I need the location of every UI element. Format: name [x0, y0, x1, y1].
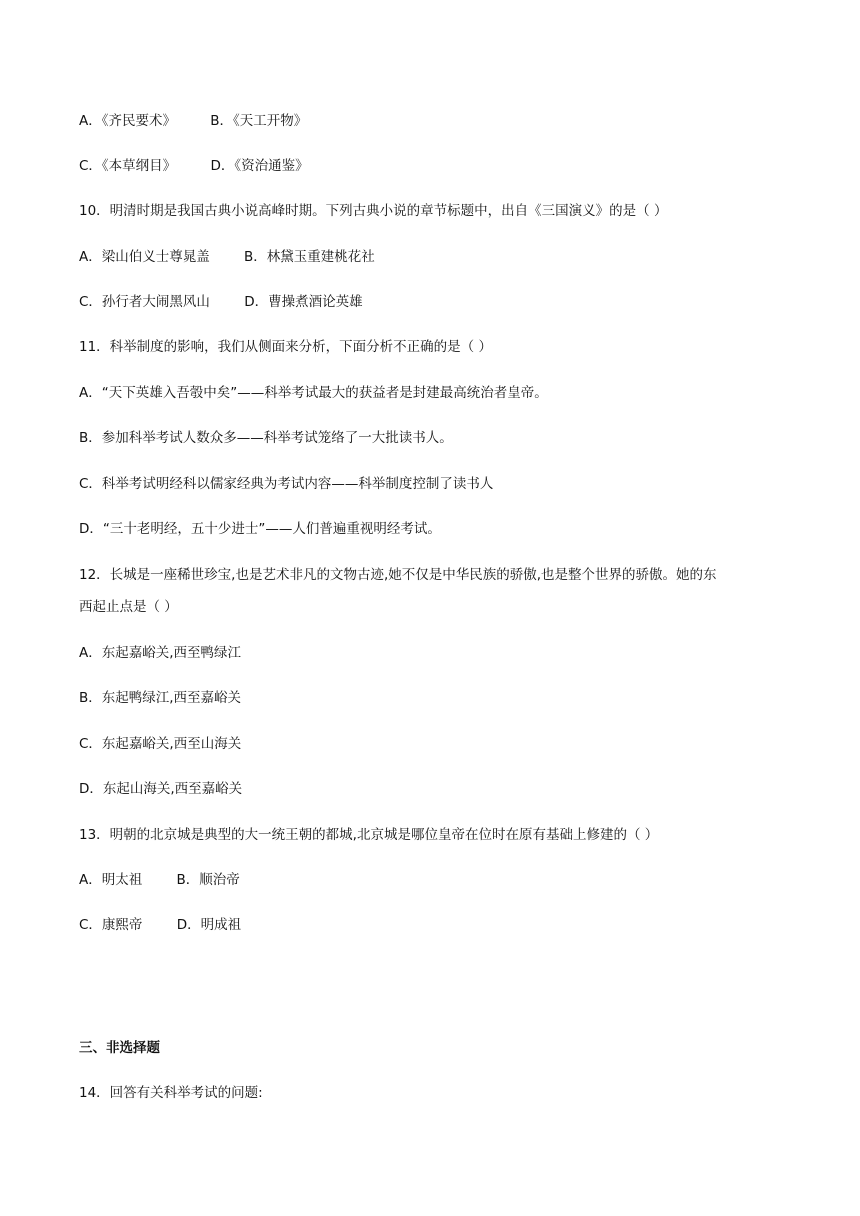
q10-option-c: C．孙行者大闹黑风山: [79, 294, 210, 310]
q9-option-a: A．《齐民要术》: [79, 113, 176, 129]
q13-option-a: A．明太祖: [79, 872, 143, 888]
q10-option-b: B．林黛玉重建桃花社: [244, 249, 375, 265]
q12-option-c: C．东起嘉峪关,西至山海关: [79, 736, 242, 752]
q12-stem-line-1: 12．长城是一座稀世珍宝,也是艺术非凡的文物古迹,她不仅是中华民族的骄傲,也是整个世界的骄傲。她的东: [79, 567, 717, 583]
q12-option-d: D．东起山海关,西至嘉峪关: [79, 781, 243, 797]
section-heading: 三、非选择题: [79, 1040, 160, 1056]
q9-option-d: D．《资治通鉴》: [210, 158, 309, 174]
q12-option-a: A．东起嘉峪关,西至鸭绿江: [79, 645, 242, 661]
q9-options-row-1: [79, 112, 307, 130]
q11-stem: 11．科举制度的影响，我们从侧面来分析，下面分析不正确的是（ ）: [79, 339, 492, 355]
q10-stem: 10．明清时期是我国古典小说高峰时期。下列古典小说的章节标题中，出自《三国演义》的是（ ）: [79, 203, 668, 219]
q11-option-c: C．科举考试明经科以儒家经典为考试内容——科举制度控制了读书人: [79, 476, 494, 492]
q10-option-a: A．梁山伯义士尊晁盖: [79, 249, 210, 265]
q13-options-row-1: [79, 871, 240, 889]
q13-option-c: C．康熙帝: [79, 917, 143, 933]
q12-option-b: B．东起鸭绿江,西至嘉峪关: [79, 690, 242, 706]
q14-stem: 14．回答有关科举考试的问题:: [79, 1085, 263, 1101]
q11-option-d: D．“三十老明经，五十少进士”——人们普遍重视明经考试。: [79, 521, 441, 537]
q10-options-row-2: [79, 293, 363, 311]
q11-option-b: B．参加科举考试人数众多——科举考试笼络了一大批读书人。: [79, 430, 453, 446]
q13-stem: 13．明朝的北京城是典型的大一统王朝的都城,北京城是哪位皇帝在位时在原有基础上修建的（ ）: [79, 827, 659, 843]
q9-option-b: B．《天工开物》: [210, 113, 308, 129]
q13-option-d: D．明成祖: [176, 917, 242, 933]
q10-options-row-1: [79, 248, 375, 266]
q10-option-d: D．曹操煮酒论英雄: [244, 294, 363, 310]
q11-option-a: A．“天下英雄入吾彀中矣”——科举考试最大的获益者是封建最高统治者皇帝。: [79, 385, 548, 401]
q12-stem-line-2: 西起止点是（ ）: [79, 599, 178, 615]
q9-option-c: C．《本草纲目》: [79, 158, 177, 174]
q13-options-row-2: [79, 916, 241, 934]
q13-option-b: B．顺治帝: [176, 872, 240, 888]
q9-options-row-2: [79, 157, 309, 175]
